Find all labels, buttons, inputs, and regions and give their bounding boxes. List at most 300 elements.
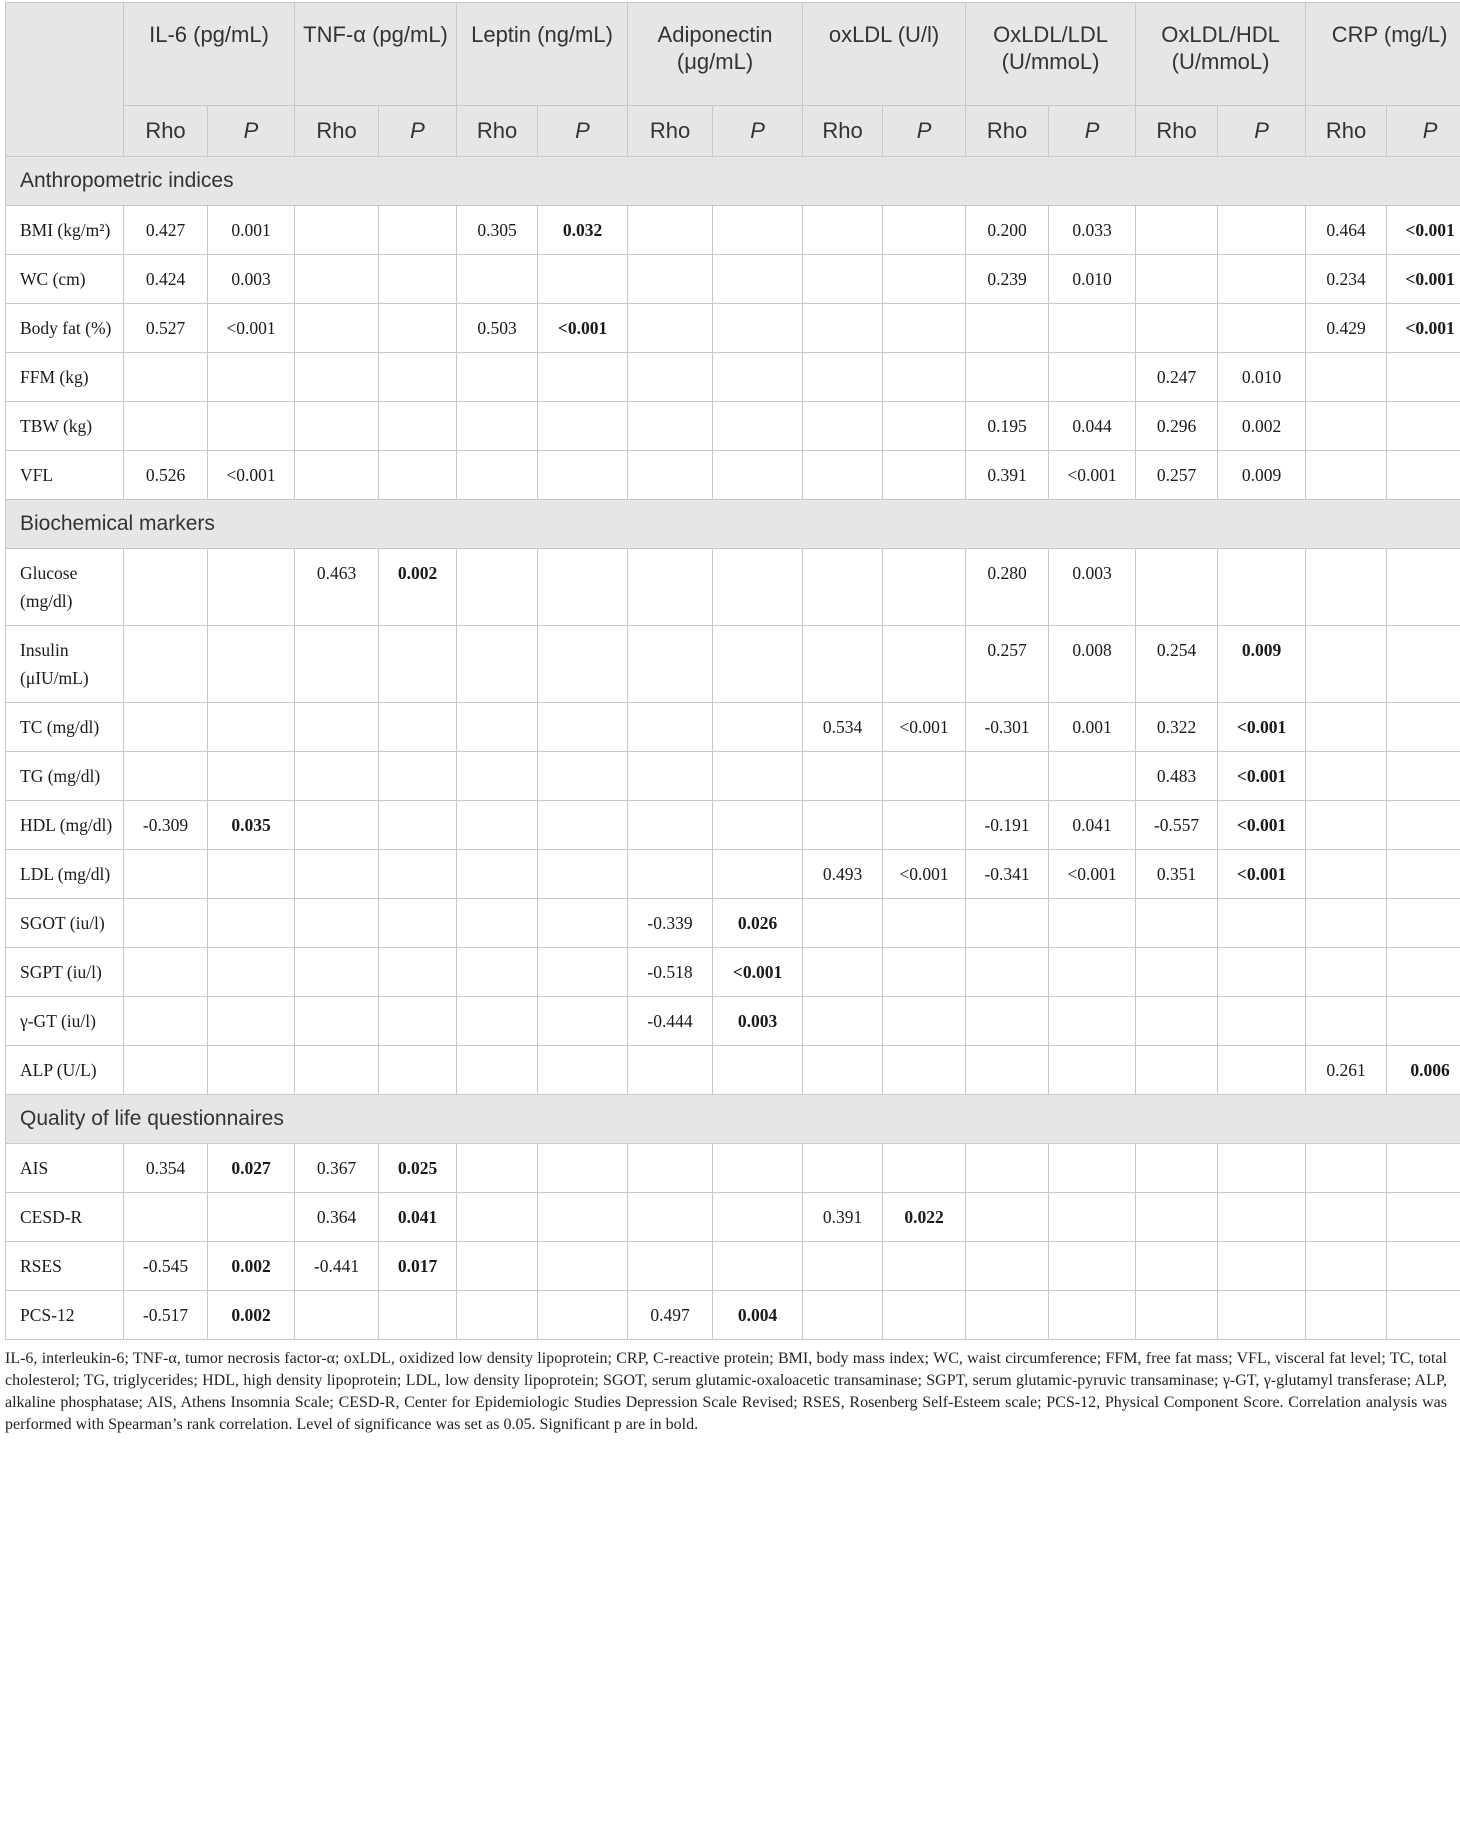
rho-cell <box>628 1193 713 1242</box>
p-cell <box>1049 1144 1136 1193</box>
p-cell: 0.006 <box>1387 1046 1460 1095</box>
p-cell <box>1218 948 1306 997</box>
p-cell <box>883 899 966 948</box>
rho-cell <box>803 997 883 1046</box>
rho-cell <box>803 1144 883 1193</box>
p-subheader: P <box>538 106 628 157</box>
p-subheader: P <box>1387 106 1460 157</box>
p-cell: <0.001 <box>208 304 295 353</box>
rho-cell <box>1306 801 1387 850</box>
p-cell <box>379 703 457 752</box>
rho-cell <box>124 1193 208 1242</box>
p-cell: <0.001 <box>1049 850 1136 899</box>
p-cell <box>713 402 803 451</box>
rho-cell <box>124 703 208 752</box>
p-subheader: P <box>1218 106 1306 157</box>
row-label: Body fat (%) <box>6 304 124 353</box>
p-cell <box>379 801 457 850</box>
rho-cell: 0.247 <box>1136 353 1218 402</box>
p-cell <box>538 997 628 1046</box>
row-label: AIS <box>6 1144 124 1193</box>
row-label: Insulin (μIU/mL) <box>6 626 124 703</box>
p-cell <box>1049 899 1136 948</box>
rho-cell: -0.517 <box>124 1291 208 1340</box>
rho-cell <box>457 402 538 451</box>
p-cell <box>1049 304 1136 353</box>
p-cell <box>379 626 457 703</box>
table-row <box>6 549 1460 626</box>
rho-cell: 0.364 <box>295 1193 379 1242</box>
p-cell <box>538 948 628 997</box>
rho-cell <box>628 402 713 451</box>
rho-cell <box>295 353 379 402</box>
rho-cell <box>803 451 883 500</box>
p-cell <box>883 1291 966 1340</box>
table-row <box>6 1193 1460 1242</box>
rho-cell: 0.200 <box>966 206 1049 255</box>
table-row <box>6 451 1460 500</box>
p-cell <box>1049 948 1136 997</box>
rho-cell: 0.464 <box>1306 206 1387 255</box>
p-cell <box>379 304 457 353</box>
p-cell <box>1218 1193 1306 1242</box>
p-cell <box>208 626 295 703</box>
table-row <box>6 402 1460 451</box>
rho-cell: 0.351 <box>1136 850 1218 899</box>
p-cell <box>1387 997 1460 1046</box>
rho-cell <box>628 1242 713 1291</box>
p-cell <box>379 1291 457 1340</box>
p-cell <box>379 206 457 255</box>
rho-cell <box>966 304 1049 353</box>
rho-cell <box>628 1046 713 1095</box>
rho-cell <box>1306 353 1387 402</box>
row-label: BMI (kg/m²) <box>6 206 124 255</box>
table-row <box>6 304 1460 353</box>
p-cell <box>208 1046 295 1095</box>
rho-cell: 0.239 <box>966 255 1049 304</box>
p-cell <box>713 353 803 402</box>
p-cell: 0.033 <box>1049 206 1136 255</box>
p-cell <box>379 1046 457 1095</box>
row-label: γ-GT (iu/l) <box>6 997 124 1046</box>
rho-cell: 0.527 <box>124 304 208 353</box>
p-cell <box>208 353 295 402</box>
p-cell <box>208 899 295 948</box>
p-cell <box>538 626 628 703</box>
p-cell <box>1387 703 1460 752</box>
rho-cell: 0.526 <box>124 451 208 500</box>
column-header: OxLDL/HDL (U/mmoL) <box>1136 3 1306 106</box>
rho-cell <box>457 703 538 752</box>
rho-cell <box>457 752 538 801</box>
section-title: Biochemical markers <box>6 500 1460 549</box>
row-label: VFL <box>6 451 124 500</box>
p-cell <box>883 626 966 703</box>
rho-cell <box>124 402 208 451</box>
rho-cell: 0.391 <box>803 1193 883 1242</box>
p-cell: 0.001 <box>208 206 295 255</box>
table-row <box>6 1291 1460 1340</box>
header-corner <box>6 3 124 157</box>
p-cell <box>713 451 803 500</box>
p-cell: 0.026 <box>713 899 803 948</box>
rho-cell <box>803 752 883 801</box>
p-cell <box>538 1291 628 1340</box>
rho-cell: -0.341 <box>966 850 1049 899</box>
p-cell: 0.002 <box>208 1242 295 1291</box>
section-title: Quality of life questionnaires <box>6 1095 1460 1144</box>
p-cell: 0.022 <box>883 1193 966 1242</box>
table-row <box>6 703 1460 752</box>
rho-cell: -0.301 <box>966 703 1049 752</box>
p-cell: <0.001 <box>1218 752 1306 801</box>
p-cell: 0.010 <box>1218 353 1306 402</box>
row-label: FFM (kg) <box>6 353 124 402</box>
rho-cell <box>1306 549 1387 626</box>
rho-cell <box>803 304 883 353</box>
p-cell <box>1049 1242 1136 1291</box>
rho-cell <box>628 626 713 703</box>
rho-cell <box>295 451 379 500</box>
p-cell <box>379 752 457 801</box>
rho-cell <box>628 752 713 801</box>
p-cell <box>883 1242 966 1291</box>
rho-cell <box>628 549 713 626</box>
rho-cell <box>295 304 379 353</box>
p-cell <box>1387 1193 1460 1242</box>
p-cell <box>1218 1046 1306 1095</box>
rho-cell <box>628 451 713 500</box>
p-cell <box>1387 948 1460 997</box>
rho-cell <box>457 899 538 948</box>
section-row <box>6 500 1460 549</box>
rho-cell: 0.296 <box>1136 402 1218 451</box>
table-row <box>6 626 1460 703</box>
p-cell <box>1387 1242 1460 1291</box>
p-cell <box>883 353 966 402</box>
p-cell <box>1049 752 1136 801</box>
p-cell <box>1218 1242 1306 1291</box>
p-cell <box>1387 549 1460 626</box>
rho-cell: -0.339 <box>628 899 713 948</box>
column-header: Leptin (ng/mL) <box>457 3 628 106</box>
rho-cell <box>628 703 713 752</box>
rho-cell <box>803 206 883 255</box>
table-row <box>6 899 1460 948</box>
rho-cell: -0.441 <box>295 1242 379 1291</box>
rho-cell <box>803 549 883 626</box>
p-cell <box>379 353 457 402</box>
rho-cell <box>803 801 883 850</box>
p-cell <box>713 703 803 752</box>
rho-cell <box>1136 997 1218 1046</box>
p-cell: <0.001 <box>1049 451 1136 500</box>
table-row <box>6 1046 1460 1095</box>
rho-subheader: Rho <box>803 106 883 157</box>
rho-cell <box>1136 1144 1218 1193</box>
rho-cell <box>966 997 1049 1046</box>
p-cell <box>713 255 803 304</box>
rho-subheader: Rho <box>1136 106 1218 157</box>
rho-cell <box>457 353 538 402</box>
p-cell <box>538 1193 628 1242</box>
table-row <box>6 997 1460 1046</box>
rho-cell <box>628 255 713 304</box>
row-label: SGOT (iu/l) <box>6 899 124 948</box>
rho-cell <box>124 850 208 899</box>
p-cell <box>538 549 628 626</box>
rho-cell: 0.322 <box>1136 703 1218 752</box>
p-cell: 0.041 <box>1049 801 1136 850</box>
rho-cell <box>628 206 713 255</box>
rho-cell <box>457 255 538 304</box>
p-cell <box>538 899 628 948</box>
rho-cell <box>295 801 379 850</box>
table-row <box>6 255 1460 304</box>
rho-cell: 0.424 <box>124 255 208 304</box>
p-cell <box>379 255 457 304</box>
p-cell: 0.002 <box>1218 402 1306 451</box>
p-cell <box>883 948 966 997</box>
column-header: oxLDL (U/l) <box>803 3 966 106</box>
rho-cell <box>457 1291 538 1340</box>
p-cell <box>713 626 803 703</box>
rho-cell: 0.354 <box>124 1144 208 1193</box>
p-cell: <0.001 <box>713 948 803 997</box>
p-cell: 0.032 <box>538 206 628 255</box>
rho-cell: 0.257 <box>966 626 1049 703</box>
table-row <box>6 752 1460 801</box>
p-cell <box>713 1144 803 1193</box>
rho-cell <box>295 1046 379 1095</box>
p-cell <box>1218 997 1306 1046</box>
p-cell: <0.001 <box>1218 703 1306 752</box>
rho-cell <box>1136 304 1218 353</box>
rho-cell <box>457 850 538 899</box>
rho-cell <box>1136 948 1218 997</box>
table-body <box>6 157 1460 1340</box>
p-subheader: P <box>208 106 295 157</box>
rho-cell <box>628 850 713 899</box>
rho-cell: 0.280 <box>966 549 1049 626</box>
p-cell <box>538 451 628 500</box>
rho-cell <box>1306 850 1387 899</box>
rho-cell <box>1306 1193 1387 1242</box>
p-cell <box>1218 899 1306 948</box>
p-cell <box>883 752 966 801</box>
rho-cell: 0.497 <box>628 1291 713 1340</box>
rho-cell <box>295 948 379 997</box>
rho-cell <box>295 752 379 801</box>
rho-cell: 0.254 <box>1136 626 1218 703</box>
rho-cell <box>803 353 883 402</box>
rho-cell <box>628 801 713 850</box>
p-cell <box>538 1242 628 1291</box>
p-cell: 0.035 <box>208 801 295 850</box>
row-label: ALP (U/L) <box>6 1046 124 1095</box>
rho-cell <box>295 402 379 451</box>
row-label: CESD-R <box>6 1193 124 1242</box>
rho-cell <box>1306 948 1387 997</box>
rho-cell: 0.367 <box>295 1144 379 1193</box>
rho-cell <box>295 703 379 752</box>
p-cell <box>883 801 966 850</box>
p-cell <box>1049 1193 1136 1242</box>
p-cell <box>538 353 628 402</box>
p-cell <box>713 549 803 626</box>
p-cell <box>883 304 966 353</box>
p-cell: <0.001 <box>1387 206 1460 255</box>
section-row <box>6 1095 1460 1144</box>
p-subheader: P <box>713 106 803 157</box>
row-label: HDL (mg/dl) <box>6 801 124 850</box>
p-cell: 0.002 <box>379 549 457 626</box>
rho-cell <box>1306 899 1387 948</box>
rho-cell <box>628 353 713 402</box>
rho-cell: -0.444 <box>628 997 713 1046</box>
rho-cell <box>966 948 1049 997</box>
rho-subheader: Rho <box>1306 106 1387 157</box>
rho-cell: -0.545 <box>124 1242 208 1291</box>
p-cell <box>538 703 628 752</box>
p-cell <box>538 1046 628 1095</box>
p-cell: 0.003 <box>208 255 295 304</box>
rho-cell <box>1306 1242 1387 1291</box>
correlation-table-page <box>5 2 1453 1436</box>
p-cell <box>538 801 628 850</box>
rho-cell: 0.427 <box>124 206 208 255</box>
p-cell <box>1049 353 1136 402</box>
p-cell <box>379 948 457 997</box>
p-cell <box>208 752 295 801</box>
p-cell: 0.003 <box>713 997 803 1046</box>
correlation-table <box>5 2 1460 1340</box>
table-footnote: IL-6, interleukin-6; TNF-α, tumor necrosis factor-α; oxLDL, oxidized low density lipoprotein; CRP, C-reactive protein; BMI, body mass index; WC, waist circumference; FFM, free fat mass; VFL, visceral fat level; TC, total cholesterol; TG, triglycerides; HDL, high density lipoprotein; LDL, low density lipoprotein; SGOT, serum glutamic-oxaloacetic transaminase; SGPT, serum glutamic-pyruvic transaminase; γ-GT, γ-glutamyl transferase; ALP, alkaline phosphatase; AIS, Athens Insomnia Scale; CESD-R, Center for Epidemiologic Studies Depression Scale Revised; RSES, Rosenberg Self-Esteem scale; PCS-12, Physical Component Score. Correlation analysis was performed with Spearman’s rank correlation. Level of significance was set as 0.05. Significant p are in bold. <box>5 1350 1447 1433</box>
p-cell: <0.001 <box>1387 255 1460 304</box>
rho-cell: 0.257 <box>1136 451 1218 500</box>
table-row <box>6 801 1460 850</box>
p-cell: 0.010 <box>1049 255 1136 304</box>
p-cell: 0.002 <box>208 1291 295 1340</box>
rho-cell <box>124 353 208 402</box>
p-cell <box>208 402 295 451</box>
p-cell <box>883 451 966 500</box>
rho-cell <box>803 948 883 997</box>
rho-cell <box>295 1291 379 1340</box>
rho-cell <box>966 899 1049 948</box>
rho-cell: 0.463 <box>295 549 379 626</box>
rho-cell: 0.534 <box>803 703 883 752</box>
p-cell <box>379 899 457 948</box>
rho-cell: 0.429 <box>1306 304 1387 353</box>
p-cell: 0.041 <box>379 1193 457 1242</box>
p-cell <box>538 752 628 801</box>
p-cell <box>883 549 966 626</box>
p-cell <box>1218 1291 1306 1340</box>
rho-cell <box>1136 549 1218 626</box>
rho-cell <box>966 1046 1049 1095</box>
rho-cell <box>295 997 379 1046</box>
rho-cell <box>457 1046 538 1095</box>
p-cell: <0.001 <box>883 703 966 752</box>
rho-cell <box>457 1144 538 1193</box>
p-cell <box>1387 899 1460 948</box>
row-label: WC (cm) <box>6 255 124 304</box>
rho-cell: 0.195 <box>966 402 1049 451</box>
rho-cell: -0.191 <box>966 801 1049 850</box>
rho-cell <box>1306 1144 1387 1193</box>
rho-cell <box>1306 402 1387 451</box>
rho-cell <box>1306 626 1387 703</box>
rho-cell <box>803 255 883 304</box>
table-header <box>6 3 1460 157</box>
p-cell <box>1387 626 1460 703</box>
p-cell <box>1387 353 1460 402</box>
rho-cell <box>457 626 538 703</box>
rho-subheader: Rho <box>124 106 208 157</box>
column-header: TNF-α (pg/mL) <box>295 3 457 106</box>
rho-cell <box>295 626 379 703</box>
table-row <box>6 1144 1460 1193</box>
rho-cell <box>124 899 208 948</box>
p-cell <box>1387 402 1460 451</box>
rho-cell <box>966 1193 1049 1242</box>
rho-cell <box>1306 451 1387 500</box>
p-cell: 0.027 <box>208 1144 295 1193</box>
p-cell <box>208 948 295 997</box>
rho-cell <box>1136 1046 1218 1095</box>
p-cell: 0.009 <box>1218 626 1306 703</box>
rho-cell <box>1306 752 1387 801</box>
p-cell <box>208 1193 295 1242</box>
p-cell <box>208 703 295 752</box>
rho-cell <box>457 1242 538 1291</box>
column-header: Adiponectin (μg/mL) <box>628 3 803 106</box>
p-cell: 0.044 <box>1049 402 1136 451</box>
p-cell <box>1387 1144 1460 1193</box>
row-label: RSES <box>6 1242 124 1291</box>
p-cell <box>208 850 295 899</box>
rho-cell <box>628 1144 713 1193</box>
rho-cell: 0.483 <box>1136 752 1218 801</box>
p-cell <box>883 402 966 451</box>
p-cell <box>379 451 457 500</box>
row-label: TC (mg/dl) <box>6 703 124 752</box>
p-cell: 0.017 <box>379 1242 457 1291</box>
p-cell <box>1218 304 1306 353</box>
rho-subheader: Rho <box>628 106 713 157</box>
column-header: OxLDL/LDL (U/mmoL) <box>966 3 1136 106</box>
p-cell <box>538 402 628 451</box>
p-cell <box>713 206 803 255</box>
p-cell <box>379 997 457 1046</box>
rho-cell <box>966 1291 1049 1340</box>
rho-subheader: Rho <box>295 106 379 157</box>
p-cell <box>713 752 803 801</box>
rho-cell <box>966 353 1049 402</box>
table-row <box>6 948 1460 997</box>
rho-cell <box>1306 997 1387 1046</box>
rho-cell <box>457 801 538 850</box>
p-cell: <0.001 <box>208 451 295 500</box>
rho-cell <box>1306 703 1387 752</box>
p-cell: 0.025 <box>379 1144 457 1193</box>
p-cell: <0.001 <box>1387 304 1460 353</box>
row-label: LDL (mg/dl) <box>6 850 124 899</box>
rho-cell <box>457 948 538 997</box>
rho-cell: -0.518 <box>628 948 713 997</box>
